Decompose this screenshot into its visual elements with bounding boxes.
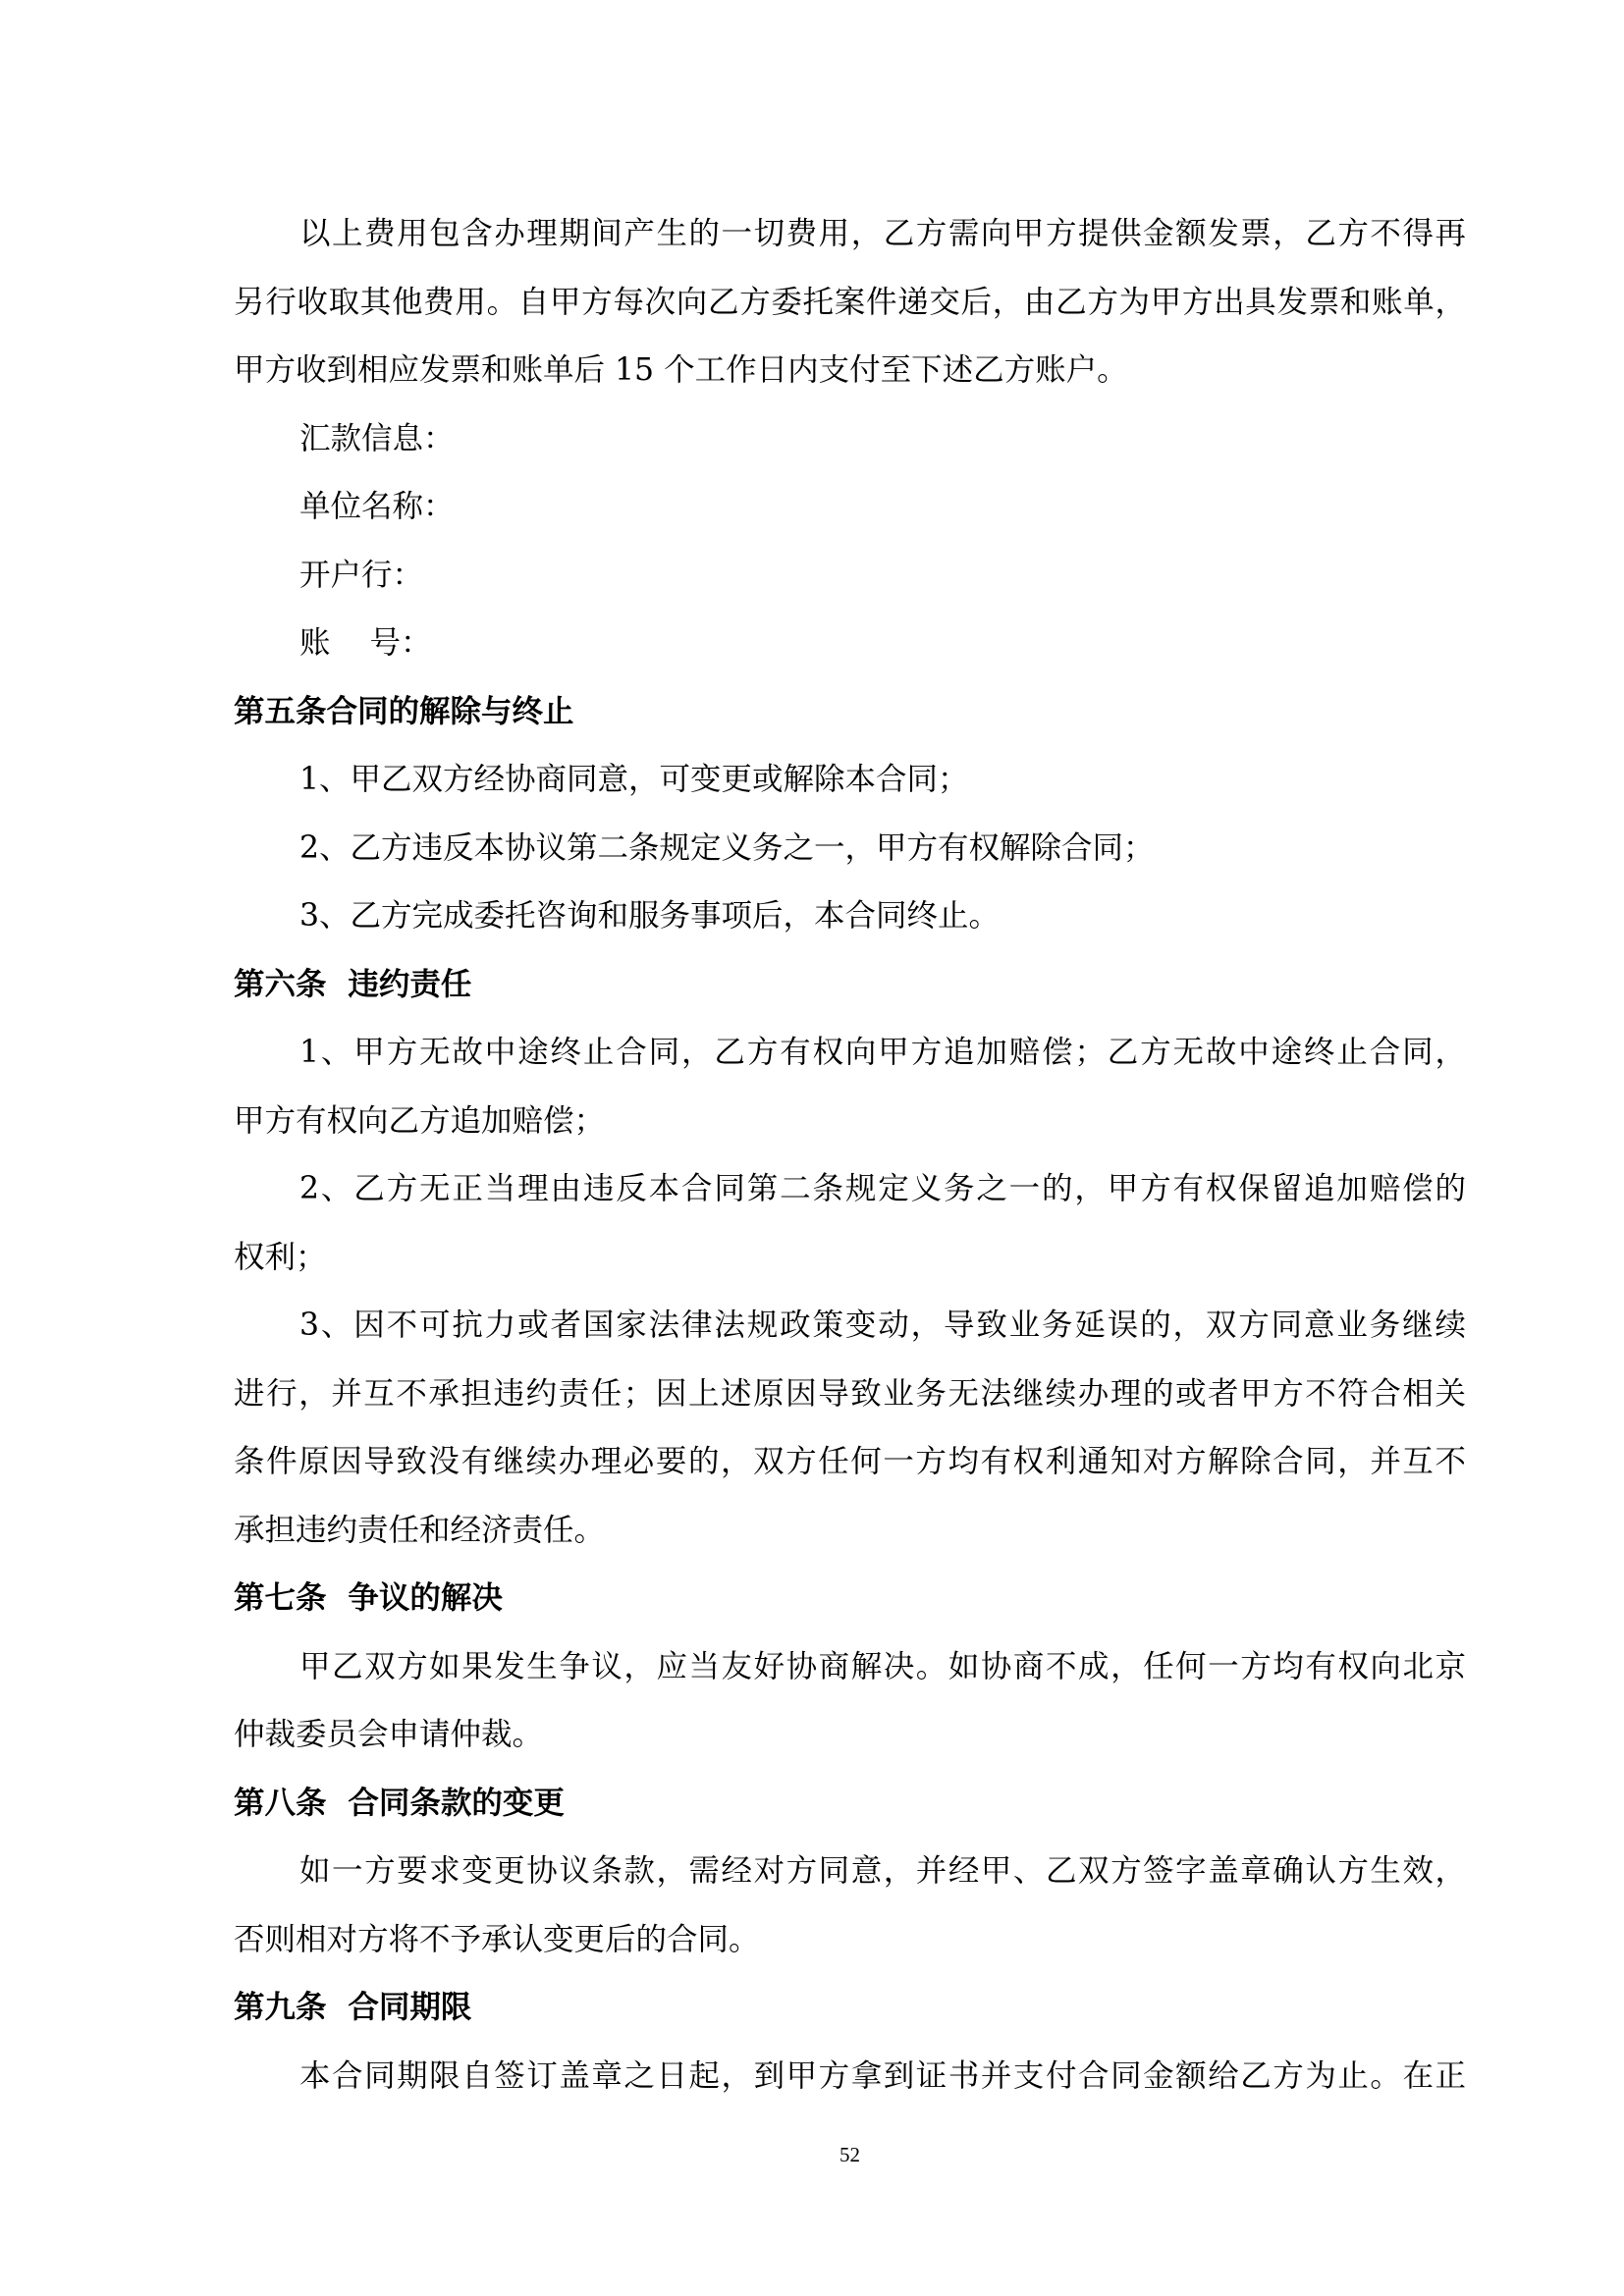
page-number: 52 [839,2143,860,2166]
field-label [234,473,1466,542]
text-line: 第六条 违约责任 [234,966,472,1002]
text-line: 1、甲乙双方经协商同意，可变更或解除本合同； [299,762,969,797]
text-line: 开户行： [299,557,424,593]
paragraph [234,1292,1466,1565]
text-line: 条件原因导致没有继续办理必要的，双方任何一方均有权利通知对方解除合同，并互不 [234,1444,1466,1479]
text-line: 甲乙双方如果发生争议，应当友好协商解决。如协商不成，任何一方均有权向北京 [299,1648,1466,1684]
paragraph [234,1633,1466,1770]
text-line: 2、乙方无正当理由违反本合同第二条规定义务之一的，甲方有权保留追加赔偿的 [299,1171,1466,1206]
text-line: 账 号： [299,625,432,661]
paragraph [234,200,1466,405]
text-line: 以上费用包含办理期间产生的一切费用，乙方需向甲方提供金额发票，乙方不得再 [299,216,1466,251]
text-line: 否则相对方将不予承认变更后的合同。 [234,1921,760,1957]
text-line: 权利； [234,1239,327,1275]
text-line: 第七条 争议的解决 [234,1580,503,1616]
text-line: 甲方有权向乙方追加赔偿； [234,1102,606,1139]
paragraph [234,2043,1466,2111]
text-line: 第九条 合同期限 [234,1990,472,2025]
paragraph [234,1019,1466,1155]
section-heading [234,1770,1466,1839]
text-line: 如一方要求变更协议条款，需经对方同意，并经甲、乙双方签字盖章确认方生效， [299,1853,1466,1889]
text-line: 承担违约责任和经济责任。 [234,1512,606,1548]
section-heading [234,1565,1466,1633]
paragraph [234,1155,1466,1292]
text-line: 甲方收到相应发票和账单后 15 个工作日内支付至下述乙方账户。 [234,352,1128,388]
text-line: 进行，并互不承担违约责任；因上述原因导致业务无法继续办理的或者甲方不符合相关 [234,1375,1466,1412]
text-line: 第八条 合同条款的变更 [234,1785,565,1821]
text-line: 汇款信息： [299,420,455,456]
paragraph [234,815,1466,883]
section-heading [234,1974,1466,2043]
text-line: 3、乙方完成委托咨询和服务事项后，本合同终止。 [299,898,1001,934]
paragraph [234,882,1466,951]
text-line: 3、因不可抗力或者国家法律法规政策变动，导致业务延误的，双方同意业务继续 [299,1308,1466,1343]
paragraph [234,1838,1466,1974]
text-line: 2、乙方违反本协议第二条规定义务之一，甲方有权解除合同； [299,829,1155,866]
field-label [234,405,1466,474]
text-line: 1、甲方无故中途终止合同，乙方有权向甲方追加赔偿；乙方无故中途终止合同， [299,1035,1466,1070]
section-heading [234,951,1466,1020]
section-heading [234,678,1466,747]
field-label [234,610,1466,678]
text-line: 单位名称： [299,489,455,524]
paragraph [234,746,1466,815]
document-body [234,200,1466,2110]
text-line: 本合同期限自签订盖章之日起，到甲方拿到证书并支付合同金额给乙方为止。在正 [299,2057,1466,2094]
text-line: 另行收取其他费用。自甲方每次向乙方委托案件递交后，由乙方为甲方出具发票和账单， [234,284,1466,320]
field-label [234,542,1466,611]
text-line: 第五条合同的解除与终止 [234,693,574,729]
text-line: 仲裁委员会申请仲裁。 [234,1717,544,1752]
